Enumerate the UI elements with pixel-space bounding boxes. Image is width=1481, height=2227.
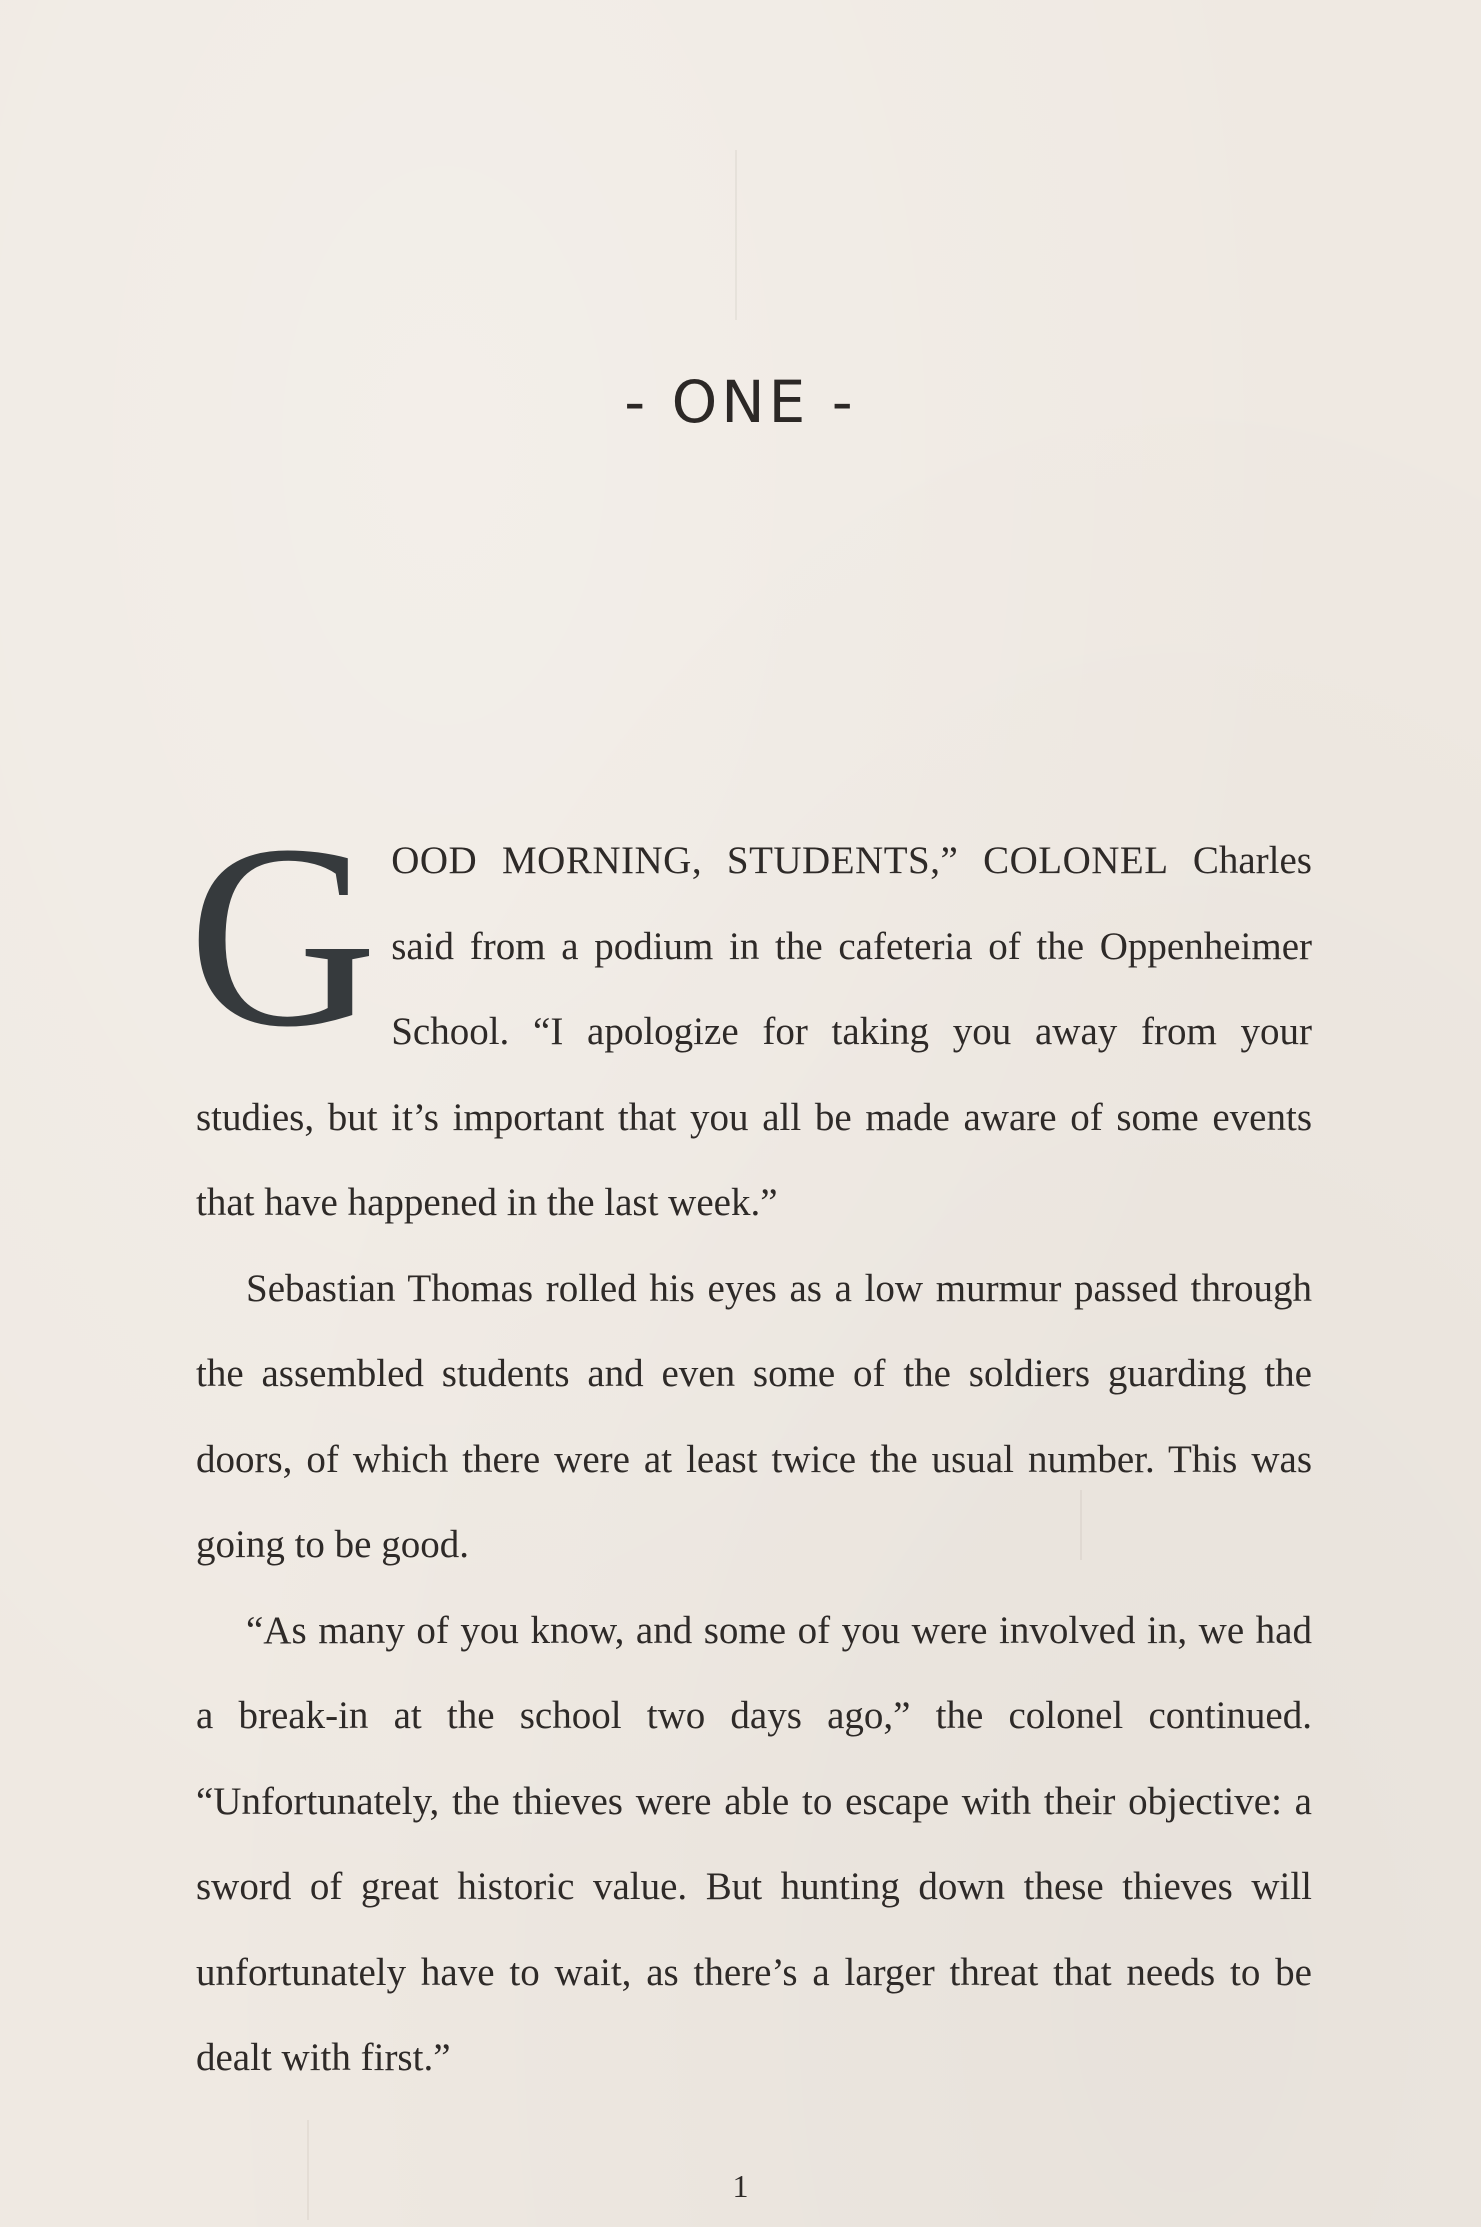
paragraph-3: “As many of you know, and some of you were involved in, we had a break-in at the school two days ago,” the colonel continued. “Unfortunately, the thieves were able to escape with their objective: a sword of great historic value. But hunting down these thieves will unfortunately have to wait, as there’s a larger threat that needs to be dealt with first.”	[196, 1608, 1312, 2079]
scan-artifact	[735, 150, 737, 320]
paragraph-1	[188, 791, 1312, 1246]
drop-cap: G	[188, 791, 378, 1081]
paragraph-2: Sebastian Thomas rolled his eyes as a low murmur passed through the assembled students and even some of the soldiers guarding the doors, of which there were at least twice the usual number. This was going to be good.	[196, 1266, 1312, 1566]
paragraph-1-text: Charles said from a podium in the cafeteria of the Oppenheimer School. “I apologize for taking you away from your studies, but it’s important that you all be made aware of some events that have happened in the last week.”	[196, 839, 1312, 1224]
lead-in-caps: OOD MORNING, STUDENTS,” COLONEL	[391, 839, 1169, 882]
body-text	[188, 791, 1312, 2101]
chapter-heading: - ONE -	[624, 368, 857, 436]
page-number: 1	[732, 2168, 749, 2204]
